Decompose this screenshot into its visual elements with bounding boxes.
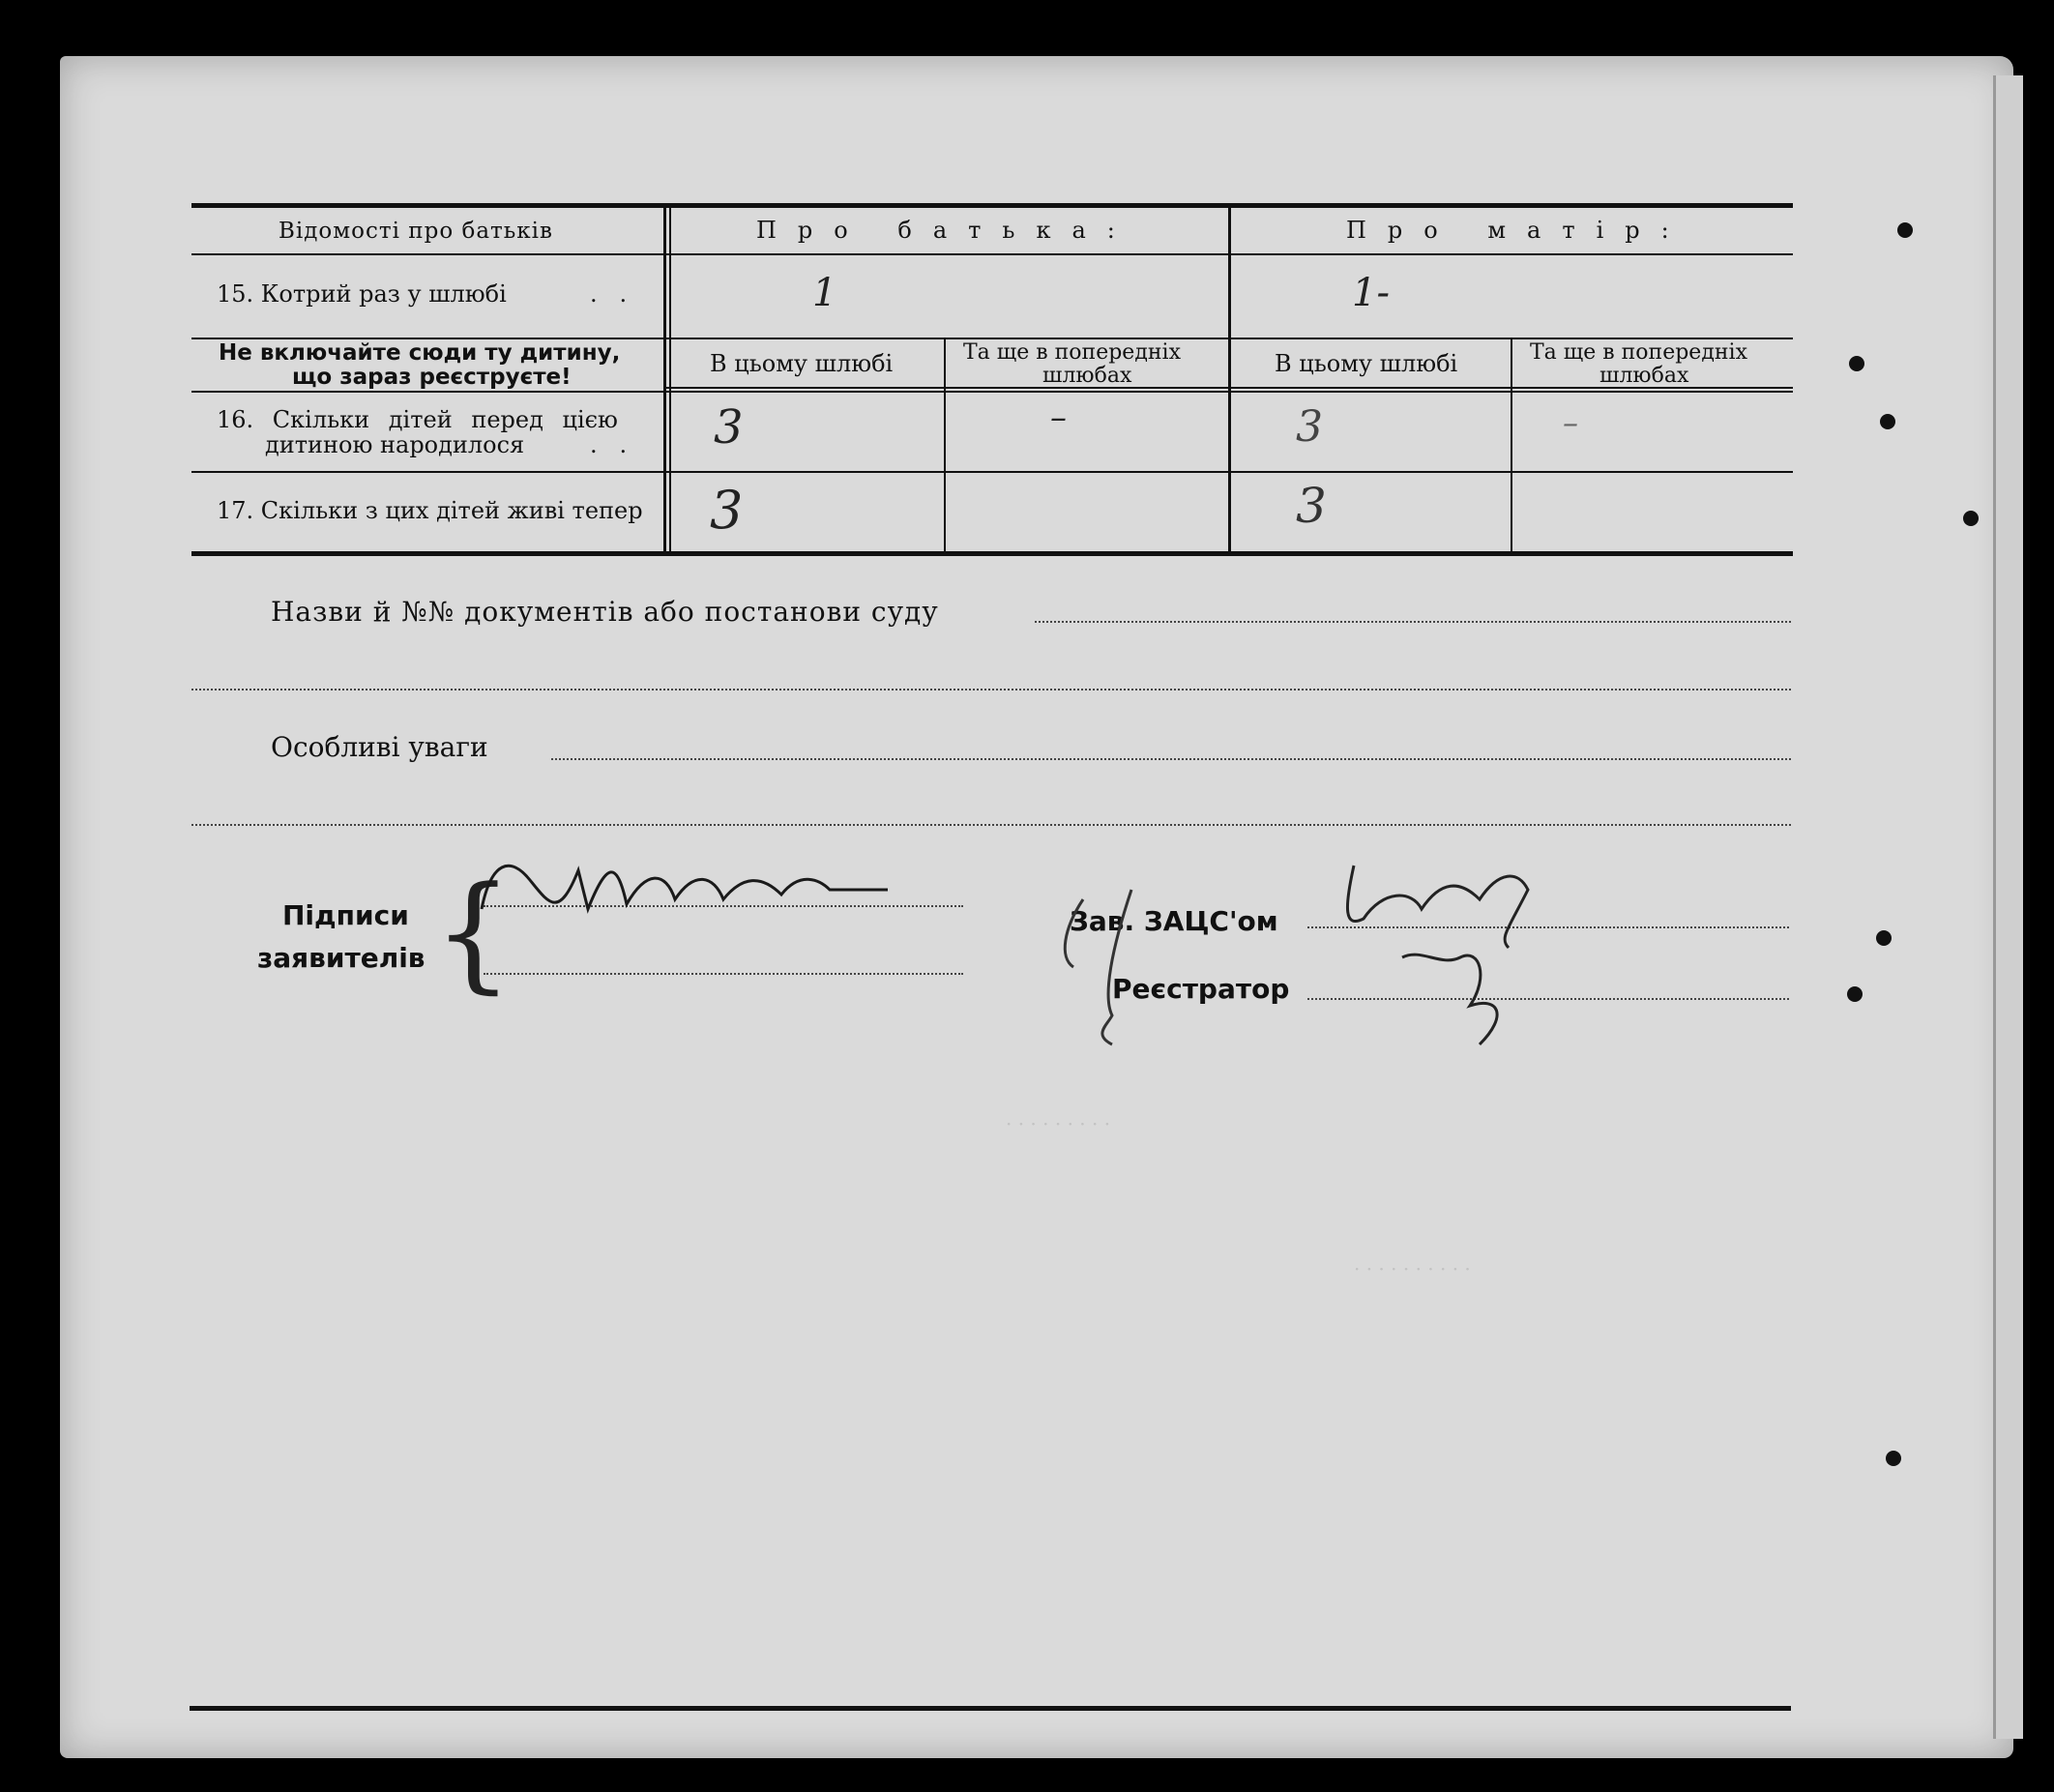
q16-label-line2: дитиною народилося <box>265 431 525 458</box>
brace-icon: { <box>433 859 514 1006</box>
applicant-signature-field-2[interactable] <box>484 973 963 975</box>
table-bottom-border <box>191 551 1793 556</box>
table-rule <box>191 253 1793 255</box>
table-column-rule <box>1511 338 1512 551</box>
punch-hole <box>1849 356 1864 371</box>
mother-previous-header-line2: шлюбах <box>1599 364 1689 388</box>
page-bottom-rule <box>190 1706 1791 1711</box>
bleed-through: · · · · · · · · · <box>1006 1112 1111 1135</box>
special-notes-field-continued[interactable] <box>191 824 1791 826</box>
bleed-through: · · · · · · · · · · <box>1354 1257 1471 1280</box>
father-previous-header-line1: Та ще в попередніх <box>963 340 1181 365</box>
exclusion-note-line2: що зараз реєструєте! <box>292 365 572 390</box>
mother-previous-header-line1: Та ще в попередніх <box>1530 340 1747 365</box>
mother-column-header: Про матір: <box>1346 217 1690 244</box>
page-edge <box>1993 75 2023 1739</box>
applicants-label-line2: заявителів <box>257 942 425 974</box>
q15-father-answer: 1 <box>812 271 837 315</box>
table-column-rule <box>944 338 946 551</box>
table-column-rule <box>663 208 666 551</box>
q17-father-this: 3 <box>710 480 744 541</box>
applicant-signature-mark <box>472 851 897 928</box>
documents-field[interactable] <box>1035 621 1791 623</box>
q16-father-this: 3 <box>714 400 744 455</box>
table-top-border <box>191 203 1793 208</box>
table-header-label: Відомості про батьків <box>279 219 553 244</box>
punch-hole <box>1963 511 1979 526</box>
q15-label: 15. Котрий раз у шлюбі <box>217 280 507 308</box>
documents-field-continued[interactable] <box>191 689 1791 690</box>
registrar-label: Реєстратор <box>1112 973 1290 1005</box>
zags-head-label: Зав. ЗАЦС'ом <box>1070 905 1278 937</box>
punch-hole <box>1880 414 1895 429</box>
father-previous-header-line2: шлюбах <box>1042 364 1132 388</box>
table-rule <box>191 338 1793 339</box>
documents-label: Назви й №№ документів або постанови суду <box>271 596 939 628</box>
special-notes-label: Особливі уваги <box>271 731 488 763</box>
q17-label: 17. Скільки з цих дітей живі тепер <box>217 497 643 524</box>
q17-mother-this: 3 <box>1296 478 1327 534</box>
q16-mother-prev: – <box>1563 404 1578 441</box>
table-rule <box>191 391 1793 393</box>
leader-dots: . . <box>590 431 628 458</box>
applicants-label-line1: Підписи <box>282 899 409 931</box>
q16-label-line1: 16. Скільки дітей перед цією <box>217 406 618 433</box>
father-column-header: Про батька: <box>756 217 1136 244</box>
special-notes-field[interactable] <box>551 758 1791 760</box>
q16-mother-this: 3 <box>1296 402 1323 452</box>
exclusion-note-line1: Не включайте сюди ту дитину, <box>219 340 621 366</box>
table-rule <box>191 471 1793 473</box>
q15-mother-answer: 1- <box>1352 271 1390 315</box>
punch-hole <box>1847 986 1863 1002</box>
leader-dots: . . <box>590 280 628 308</box>
father-this-marriage-header: В цьому шлюбі <box>710 350 894 377</box>
mother-this-marriage-header: В цьому шлюбі <box>1275 350 1458 377</box>
official-signature-marks <box>1054 851 1557 1073</box>
table-column-rule <box>1228 208 1231 551</box>
punch-hole <box>1876 930 1892 946</box>
punch-hole <box>1886 1451 1901 1466</box>
q16-father-prev: – <box>1050 398 1067 437</box>
punch-hole <box>1897 222 1913 238</box>
table-column-rule <box>669 208 671 551</box>
